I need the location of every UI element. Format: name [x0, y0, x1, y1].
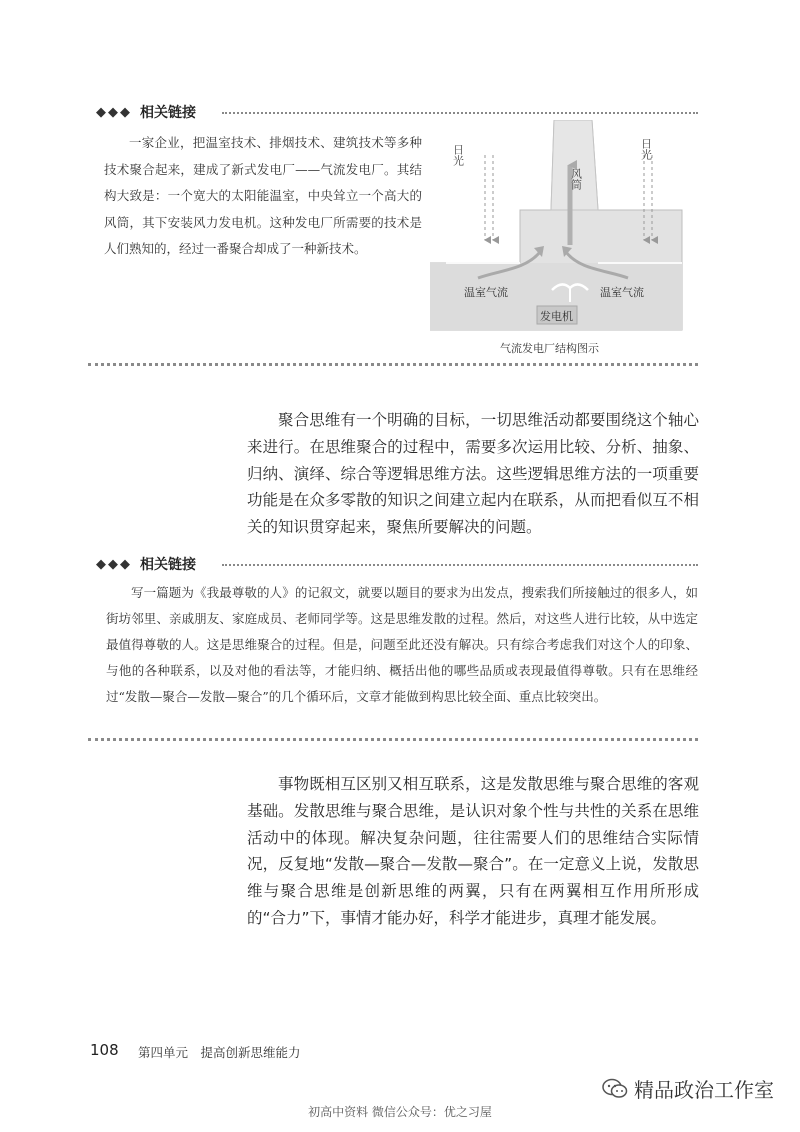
source-line: 初高中资料 微信公众号：优之习屋 [308, 1105, 492, 1119]
section-divider-1 [88, 363, 698, 366]
page-number: 108 [90, 1041, 119, 1059]
watermark [602, 1074, 774, 1103]
header-divider-1 [222, 112, 698, 114]
related-link-text-1: 一家企业，把温室技术、排烟技术、建筑技术等多种技术聚合起来，建成了新式发电厂——气流发电厂。其结构大致是：一个宽大的太阳能温室，中央耸立一个高大的风筒，其下安装风力发电机。这种发电厂所需要的技术是人们熟知的，经过一番聚合却成了一种新技术。 [104, 135, 422, 256]
related-link-header-2 [96, 553, 196, 575]
paragraph-convergent-thinking: 聚合思维有一个明确的目标，一切思维活动都要围绕这个轴心来进行。在思维聚合的过程中，需要多次运用比较、分析、抽象、归纳、演绎、综合等逻辑思维方法。这些逻辑思维方法的一项重要功能是在众多零散的知识之间建立起内在联系，从而把看似互不相关的知识贯穿起来，聚焦所要解决的问题。 [247, 411, 699, 537]
diamond-icons: ◆◆◆ [96, 104, 132, 120]
related-link-title-1: 相关链接 [140, 105, 196, 121]
air-label-left: 温室气流 [464, 286, 508, 299]
related-link-title-2: 相关链接 [140, 557, 196, 573]
paragraph-divergent-convergent: 事物既相互区别又相互联系，这是发散思维与聚合思维的客观基础。发散思维与聚合思维，是认识对象个性与共性的关系在思维活动中的体现。解决复杂问题，往往需要人们的思维结合实际情况，反复地“发散—聚合—发散—聚合”。在一定意义上说，发散思维与聚合思维是创新思维的两翼，只有在两翼相互作用所形成的“合力”下，事情才能办好，科学才能进步，真理才能发展。 [247, 775, 699, 927]
related-link-text-2: 写一篇题为《我最尊敬的人》的记叙文，就要以题目的要求为出发点，搜索我们所接触过的很多人，如街坊邻里、亲戚朋友、家庭成员、老师同学等。这是思维发散的过程。然后，对这些人进行比较，从中选定最值得尊敬的人。这是思维聚合的过程。但是，问题至此还没有解决。只有综合考虑我们对这个人的印象、与他的各种联系，以及对他的看法等，才能归纳、概括出他的哪些品质或表现最值得尊敬。只有在思维经过“发散—聚合—发散—聚合”的几个循环后，文章才能做到构思比较全面、重点比较突出。 [106, 585, 698, 704]
diamond-icons: ◆◆◆ [96, 556, 132, 572]
related-link-header-1 [96, 101, 196, 123]
sunlight-label-left: 日光 [451, 144, 465, 166]
diagram-caption: 气流发电厂结构图示 [500, 342, 599, 355]
chimney-label: 风筒 [569, 168, 583, 190]
header-divider-2 [222, 564, 698, 566]
unit-title: 第四单元 提高创新思维能力 [138, 1045, 301, 1060]
wechat-icon [602, 1078, 628, 1100]
power-plant-diagram [430, 120, 686, 368]
air-label-right: 温室气流 [600, 286, 644, 299]
sunlight-label-right: 日光 [639, 138, 653, 160]
generator-label: 发电机 [540, 310, 573, 323]
section-divider-2 [88, 738, 698, 741]
watermark-text: 精品政治工作室 [634, 1078, 774, 1102]
